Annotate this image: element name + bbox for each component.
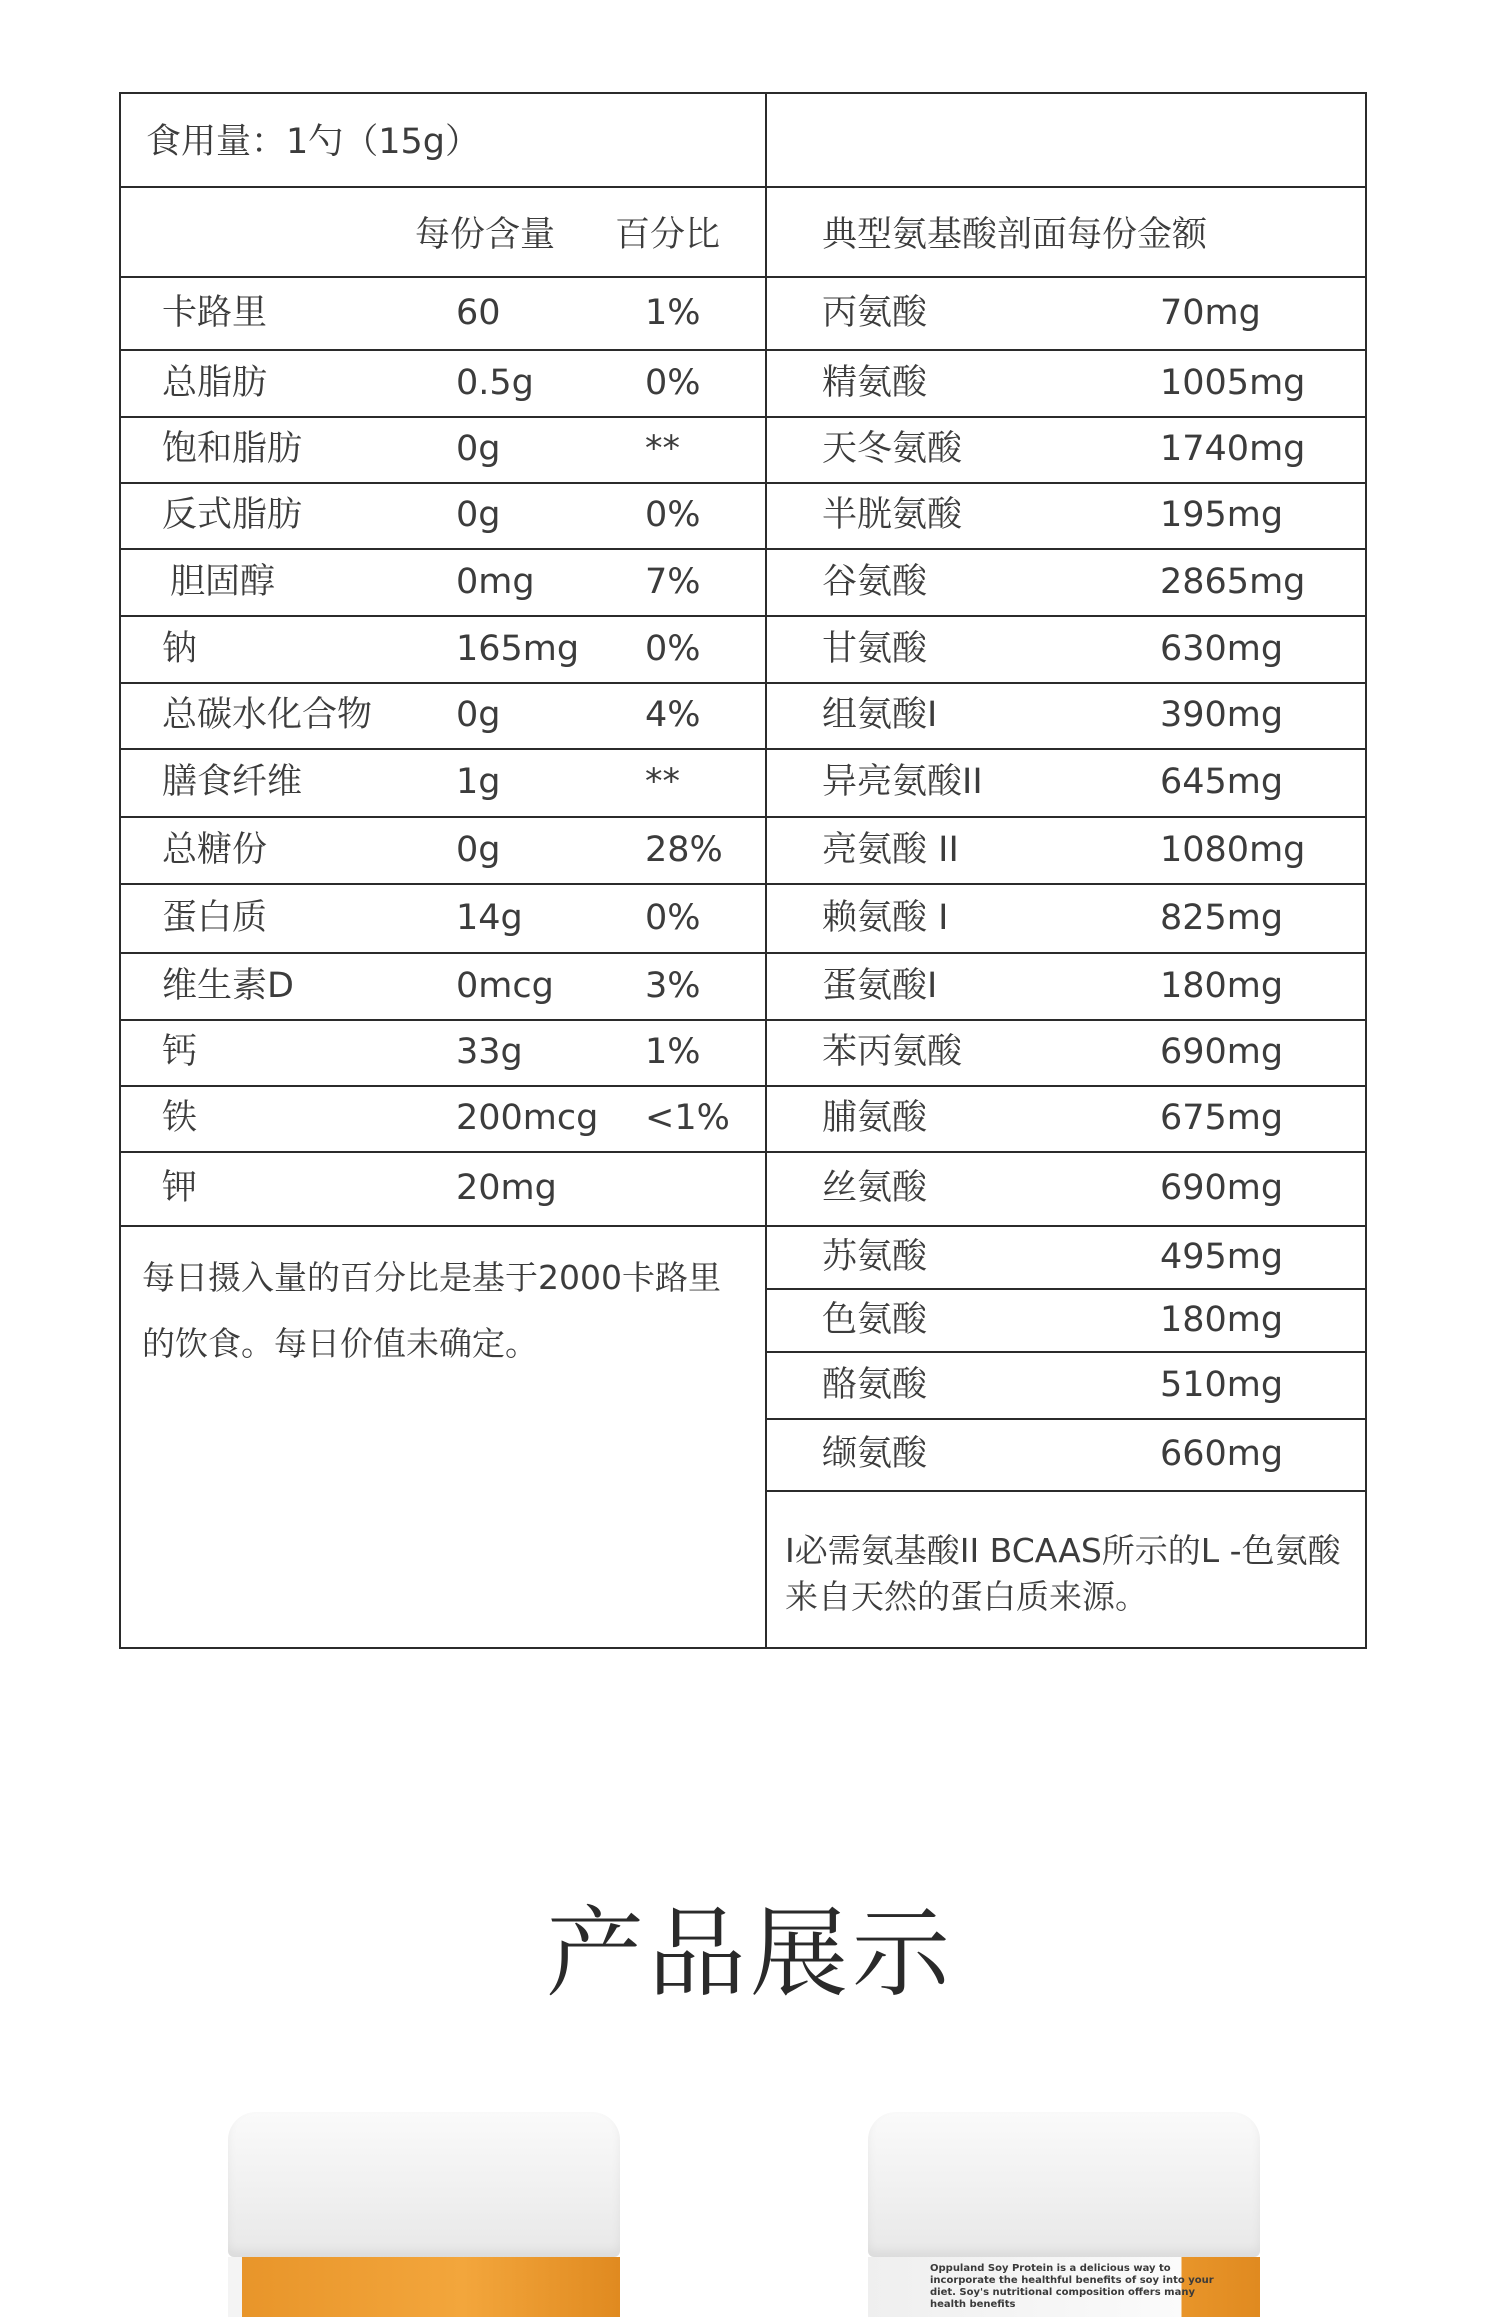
nutrient-amount: 0.5g [456, 362, 534, 403]
horizontal-rule [765, 1151, 1367, 1153]
horizontal-rule [765, 1225, 1367, 1227]
horizontal-rule [119, 816, 765, 818]
nutrient-amount: 0mg [456, 561, 535, 602]
horizontal-rule [119, 1151, 765, 1153]
amino-name: 组氨酸I [822, 695, 938, 735]
horizontal-rule [119, 548, 765, 550]
horizontal-rule [119, 883, 765, 885]
nutrient-name: 蛋白质 [162, 897, 268, 938]
amino-amount: 690mg [1160, 1168, 1284, 1208]
amino-name: 丙氨酸 [822, 292, 928, 333]
horizontal-rule [765, 1019, 1367, 1021]
amino-name: 苯丙氨酸 [822, 1032, 963, 1072]
horizontal-rule [765, 548, 1367, 550]
nutrient-name: 膳食纤维 [162, 762, 303, 802]
note-line: 的饮食。每日价值未确定。 [142, 1324, 538, 1363]
nutrient-amount: 0mcg [456, 965, 554, 1006]
amino-amount: 1080mg [1160, 829, 1306, 870]
nutrient-percent: 4% [645, 695, 701, 735]
nutrient-name: 维生素D [162, 965, 294, 1006]
amino-amount: 180mg [1160, 1299, 1284, 1340]
nutrient-amount: 20mg [456, 1168, 557, 1208]
nutrient-name: 胆固醇 [170, 561, 276, 602]
horizontal-rule [119, 1019, 765, 1021]
horizontal-rule [765, 816, 1367, 818]
amino-amount: 1740mg [1160, 429, 1306, 469]
daily-value-note [142, 1245, 721, 1377]
nutrient-name: 总脂肪 [162, 362, 268, 403]
nutrient-amount: 0g [456, 829, 501, 870]
amino-amount: 630mg [1160, 628, 1284, 669]
section-title: 产品展示 [545, 1897, 954, 2011]
amino-name: 谷氨酸 [822, 561, 928, 602]
nutrient-name: 卡路里 [162, 292, 268, 333]
nutrient-percent: 28% [645, 829, 723, 870]
jar-lid [868, 2112, 1260, 2257]
amino-name: 异亮氨酸II [822, 762, 983, 802]
nutrient-percent: 7% [645, 561, 701, 602]
amino-amount: 2865mg [1160, 561, 1306, 602]
amino-name: 蛋氨酸I [822, 965, 938, 1006]
nutrient-percent: ** [645, 429, 680, 469]
jar-label [228, 2257, 620, 2317]
vertical-rule [765, 92, 767, 1649]
nutrient-name: 钾 [162, 1168, 198, 1208]
amino-name: 苏氨酸 [822, 1236, 928, 1277]
nutrient-amount: 0g [456, 495, 501, 535]
horizontal-rule [119, 615, 765, 617]
amino-name: 丝氨酸 [822, 1168, 928, 1208]
amino-header: 典型氨基酸剖面每份金额 [822, 215, 1208, 255]
horizontal-rule [119, 276, 1367, 278]
horizontal-rule [119, 1225, 765, 1227]
nutrient-amount: 165mg [456, 628, 580, 669]
amino-amount: 660mg [1160, 1434, 1284, 1474]
amino-name: 半胱氨酸 [822, 495, 963, 535]
amino-amount: 675mg [1160, 1098, 1284, 1138]
nutrient-percent: 1% [645, 292, 701, 333]
nutrient-percent: 1% [645, 1032, 701, 1072]
horizontal-rule [765, 1351, 1367, 1353]
horizontal-rule [765, 482, 1367, 484]
jar-label [868, 2257, 1260, 2317]
amino-name: 亮氨酸 II [822, 829, 959, 870]
horizontal-rule [119, 952, 765, 954]
horizontal-rule [765, 682, 1367, 684]
horizontal-rule [765, 1288, 1367, 1290]
horizontal-rule [119, 416, 765, 418]
nutrient-name: 总糖份 [162, 829, 268, 870]
nutrient-amount: 200mcg [456, 1098, 599, 1138]
horizontal-rule [765, 952, 1367, 954]
product-jar-left [228, 2112, 620, 2322]
amino-name: 脯氨酸 [822, 1098, 928, 1138]
nutrient-percent: 0% [645, 628, 701, 669]
nutrient-amount: 60 [456, 292, 501, 333]
amino-amount: 510mg [1160, 1364, 1284, 1405]
horizontal-rule [119, 482, 765, 484]
note-line: 每日摄入量的百分比是基于2000卡路里 [142, 1258, 721, 1297]
amino-name: 天冬氨酸 [822, 429, 963, 469]
horizontal-rule [765, 349, 1367, 351]
horizontal-rule [119, 349, 765, 351]
horizontal-rule [765, 1085, 1367, 1087]
amino-amount: 195mg [1160, 495, 1284, 535]
horizontal-rule [765, 1418, 1367, 1420]
amino-amount: 645mg [1160, 762, 1284, 802]
horizontal-rule [765, 748, 1367, 750]
jar-lid [228, 2112, 620, 2257]
nutrient-percent: 0% [645, 362, 701, 403]
amino-amount: 690mg [1160, 1032, 1284, 1072]
amino-amount: 825mg [1160, 897, 1284, 938]
nutrient-amount: 0g [456, 429, 501, 469]
amino-amount: 1005mg [1160, 362, 1306, 403]
header-amount: 每份含量 [415, 215, 556, 255]
nutrient-percent: 0% [645, 897, 701, 938]
amino-footnote [785, 1528, 1341, 1620]
nutrient-name: 铁 [162, 1098, 198, 1138]
jar-description-text: Oppuland Soy Protein is a delicious way to incorporate the healthful benefits of soy into your diet. Soy's nutritional composition offers many health benefits [930, 2263, 1214, 2310]
nutrient-amount: 1g [456, 762, 501, 802]
amino-name: 甘氨酸 [822, 628, 928, 669]
nutrient-amount: 33g [456, 1032, 523, 1072]
note-line: 来自天然的蛋白质来源。 [785, 1577, 1148, 1616]
amino-name: 酪氨酸 [822, 1364, 928, 1405]
nutrient-name: 总碳水化合物 [162, 695, 373, 735]
amino-amount: 495mg [1160, 1236, 1284, 1277]
product-jar-right [868, 2112, 1260, 2322]
horizontal-rule [765, 1490, 1367, 1492]
nutrient-name: 饱和脂肪 [162, 429, 303, 469]
horizontal-rule [119, 186, 1367, 188]
nutrient-name: 反式脂肪 [162, 495, 303, 535]
nutrient-name: 钠 [162, 628, 198, 669]
nutrient-percent: ** [645, 762, 680, 802]
horizontal-rule [765, 416, 1367, 418]
nutrient-name: 钙 [162, 1032, 198, 1072]
horizontal-rule [765, 615, 1367, 617]
amino-name: 精氨酸 [822, 362, 928, 403]
amino-name: 赖氨酸 I [822, 897, 949, 938]
horizontal-rule [119, 748, 765, 750]
nutrient-percent: 0% [645, 495, 701, 535]
horizontal-rule [119, 682, 765, 684]
amino-name: 色氨酸 [822, 1299, 928, 1340]
nutrient-percent: <1% [645, 1098, 730, 1138]
note-line: I必需氨基酸II BCAAS所示的L -色氨酸 [785, 1531, 1341, 1570]
header-percent: 百分比 [615, 215, 721, 255]
amino-name: 缬氨酸 [822, 1434, 928, 1474]
nutrient-percent: 3% [645, 965, 701, 1006]
nutrient-amount: 14g [456, 897, 523, 938]
horizontal-rule [765, 883, 1367, 885]
amino-amount: 180mg [1160, 965, 1284, 1006]
serving-size: 食用量：1勺（15g） [146, 122, 481, 162]
nutrient-amount: 0g [456, 695, 501, 735]
amino-amount: 390mg [1160, 695, 1284, 735]
horizontal-rule [119, 1085, 765, 1087]
amino-amount: 70mg [1160, 292, 1261, 333]
